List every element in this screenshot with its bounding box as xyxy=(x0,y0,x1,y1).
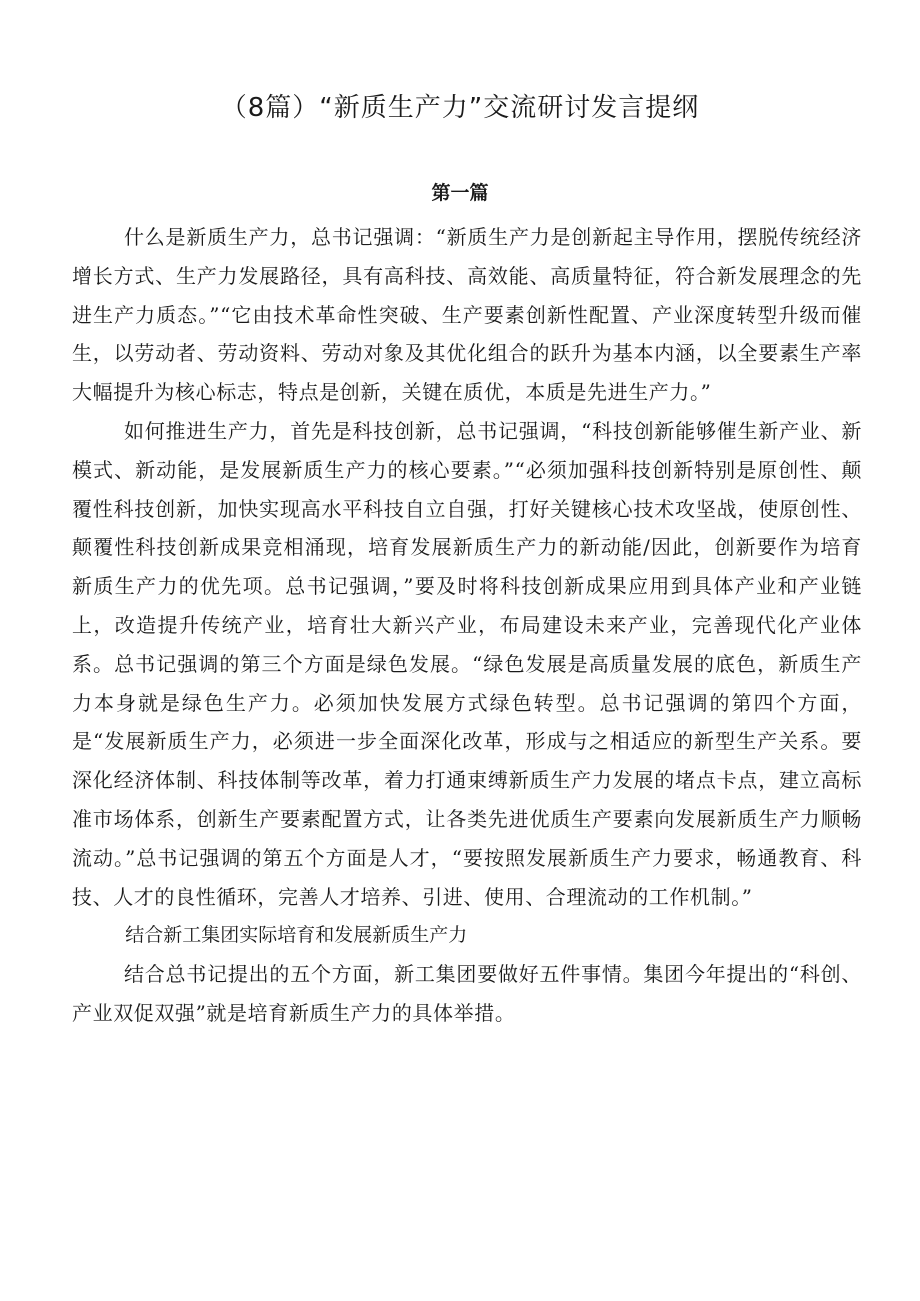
document-title: （8篇）“新质生产力”交流研讨发言提纲 xyxy=(220,93,700,123)
document-body xyxy=(72,218,862,1033)
section-title: 第一篇 xyxy=(431,182,489,204)
paragraph-definition: 什么是新质生产力，总书记强调：“新质生产力是创新起主导作用，摆脱传统经济增长方式、生产力发展路径，具有高科技、高效能、高质量特征，符合新发展理念的先进生产力质态。”“它由技术革命性突破、生产要素创新性配置、产业深度转型升级而催生，以劳动者、劳动资料、劳动对象及其优化组合的跃升为基本内涵，以全要素生产率大幅提升为核心标志，特点是创新，关键在质优，本质是先进生产力。” xyxy=(72,225,862,405)
paragraph-how-to-advance: 如何推进生产力，首先是科技创新，总书记强调，“科技创新能够催生新产业、新模式、新动能，是发展新质生产力的核心要素。”“必须加强科技创新特别是原创性、颠覆性科技创新，加快实现高水平科技自立自强，打好关键核心技术攻坚战，使原创性、颠覆性科技创新成果竞相涌现，培育发展新质生产力的新动能/因此，创新要作为培育新质生产力的优先项。总书记强调，”要及时将科技创新成果应用到具体产业和产业链上，改造提升传统产业，培育壮大新兴产业，布局建设未来产业，完善现代化产业体系。总书记强调的第三个方面是绿色发展。“绿色发展是高质量发展的底色，新质生产力本身就是绿色生产力。必须加快发展方式绿色转型。总书记强调的第四个方面，是“发展新质生产力，必须进一步全面深化改革，形成与之相适应的新型生产关系。要深化经济体制、科技体制等改革，着力打通束缚新质生产力发展的堵点卡点，建立高标准市场体系，创新生产要素配置方式，让各类先进优质生产要素向发展新质生产力顺畅流动。”总书记强调的第五个方面是人才，“要按照发展新质生产力要求，畅通教育、科技、人才的良性循环，完善人才培养、引进、使用、合理流动的工作机制。” xyxy=(72,418,862,909)
subheading: 结合新工集团实际培育和发展新质生产力 xyxy=(125,924,468,947)
paragraph-closing: 结合总书记提出的五个方面，新工集团要做好五件事情。集团今年提出的“科创、产业双促双强”就是培育新质生产力的具体举措。 xyxy=(72,962,862,1025)
